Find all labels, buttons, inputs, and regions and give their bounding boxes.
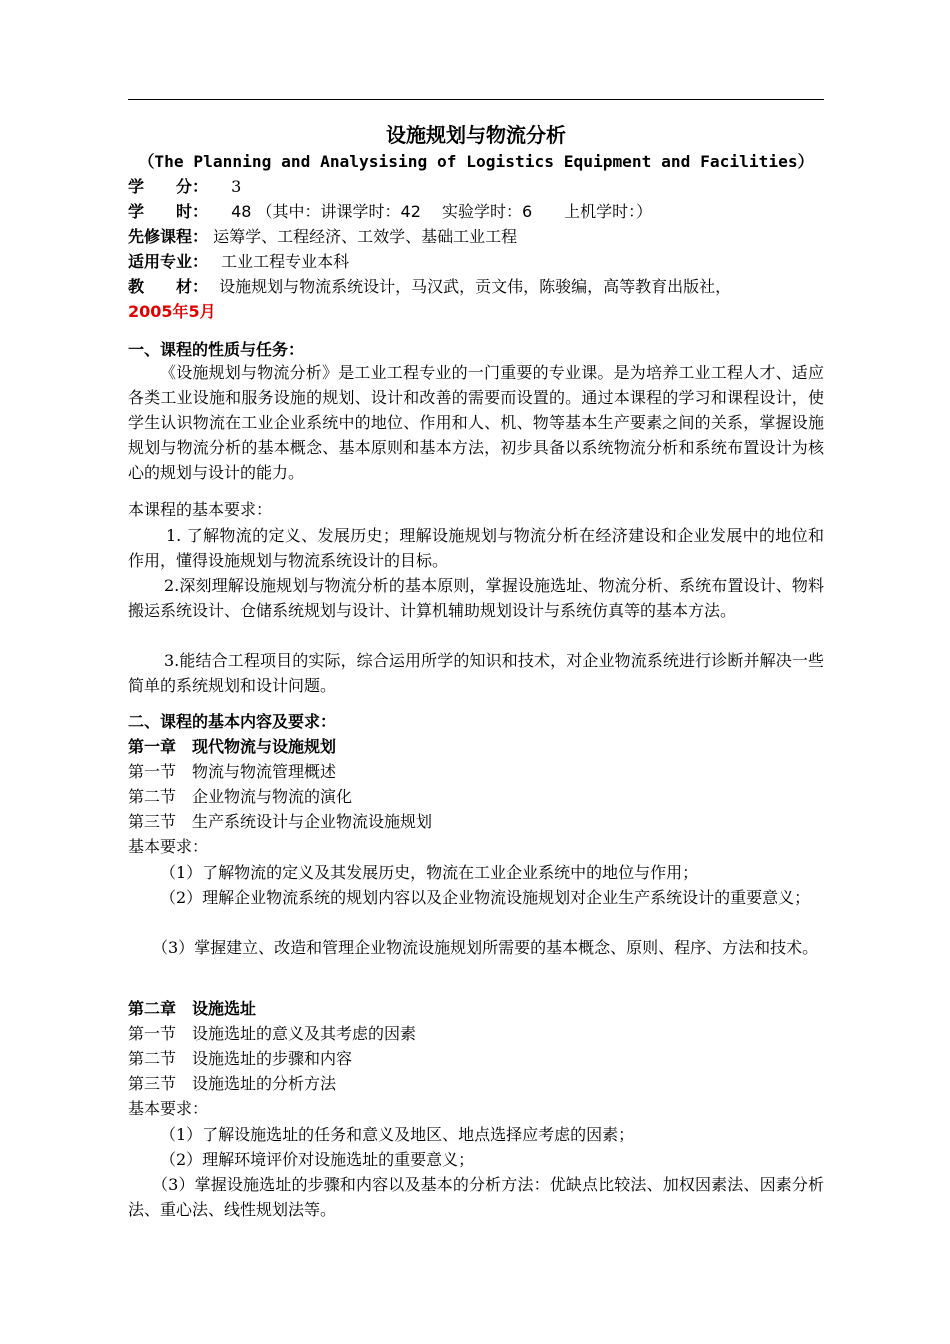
major-row (128, 250, 349, 274)
chapter1-req-1: （1）了解物流的定义及其发展历史，物流在工业企业系统中的地位与作用； (160, 863, 699, 882)
major-value: 工业工程专业本科 (221, 252, 350, 271)
chapter1-title: 第一章 现代物流与设施规划 (128, 737, 337, 756)
hours-row (128, 200, 652, 224)
document-subtitle: （The Planning and Analysising of Logistics Equipment and Facilities） (138, 152, 814, 171)
hours-label: 学 时： (128, 202, 209, 221)
textbook-date-row (128, 300, 216, 324)
major-label: 适用专业： (128, 252, 209, 271)
chapter1-section-1: 第一节 物流与物流管理概述 (128, 762, 337, 781)
chapter1-req-title: 基本要求： (128, 837, 209, 856)
section1-req-1: 1. 了解物流的定义、发展历史；理解设施规划与物流分析在经济建设和企业发展中的地位和作用，懂得设施规划与物流系统设计的目标。 (128, 526, 824, 570)
section1-req-title: 本课程的基本要求： (128, 500, 273, 519)
chapter2-title: 第二章 设施选址 (128, 999, 257, 1018)
textbook-value: 设施规划与物流系统设计，马汉武，贡文伟，陈骏编，高等教育出版社， (219, 277, 732, 296)
textbook-row (128, 275, 731, 299)
chapter2-req-1: （1）了解设施选址的任务和意义及地区、地点选择应考虑的因素； (160, 1125, 635, 1144)
section1-heading: 一、课程的性质与任务： (128, 340, 305, 359)
chapter1-section-2: 第二节 企业物流与物流的演化 (128, 787, 353, 806)
chapter1-section-3: 第三节 生产系统设计与企业物流设施规划 (128, 812, 433, 831)
credit-value: 3 (231, 177, 242, 196)
credit-label: 学 分： (128, 177, 209, 196)
prereq-value: 运筹学、工程经济、工效学、基础工业工程 (213, 227, 518, 246)
chapter1-req-2: （2）理解企业物流系统的规划内容以及企业物流设施规划对企业生产系统设计的重要意义； (160, 888, 811, 907)
chapter2-req-2: （2）理解环境评价对设施选址的重要意义； (160, 1150, 475, 1169)
section1-req-3: 3.能结合工程项目的实际，综合运用所学的知识和技术，对企业物流系统进行诊断并解决一些简单的系统规划和设计问题。 (128, 651, 824, 695)
prereq-label: 先修课程： (128, 227, 209, 246)
chapter2-req-title: 基本要求： (128, 1099, 209, 1118)
chapter2-section-2: 第二节 设施选址的步骤和内容 (128, 1049, 353, 1068)
header-rule (128, 99, 824, 100)
chapter2-section-1: 第一节 设施选址的意义及其考虑的因素 (128, 1024, 417, 1043)
credit-row (128, 175, 241, 199)
section1-intro: 《设施规划与物流分析》是工业工程专业的一门重要的专业课。是为培养工业工程人才、适应各类工业设施和服务设施的规划、设计和改善的需要而设置的。通过本课程的学习和课程设计，使学生认识物流在工业企业系统中的地位、作用和人、机、物等基本生产要素之间的关系，掌握设施规划与物流分析的基本概念、基本原则和基本方法，初步具备以系统物流分析和系统布置设计为核心的规划与设计的能力。 (128, 363, 824, 482)
document-title: 设施规划与物流分析 (386, 123, 566, 147)
hours-value: 48 （其中：讲课学时：42 实验学时：6 上机学时：） (231, 202, 653, 221)
section2-heading: 二、课程的基本内容及要求： (128, 712, 337, 731)
chapter2-req-3: （3）掌握设施选址的步骤和内容以及基本的分析方法：优缺点比较法、加权因素法、因素分析法、重心法、线性规划法等。 (128, 1175, 824, 1219)
section1-req-2: 2.深刻理解设施规划与物流分析的基本原则，掌握设施选址、物流分析、系统布置设计、物料搬运系统设计、仓储系统规划与设计、计算机辅助规划设计与系统仿真等的基本方法。 (128, 576, 824, 620)
prereq-row (128, 225, 517, 249)
chapter1-req-3: （3）掌握建立、改造和管理企业物流设施规划所需要的基本概念、原则、程序、方法和技术。 (152, 938, 819, 957)
chapter2-section-3: 第三节 设施选址的分析方法 (128, 1074, 337, 1093)
textbook-label: 教 材： (128, 277, 209, 296)
textbook-date: 2005年5月 (128, 302, 216, 321)
